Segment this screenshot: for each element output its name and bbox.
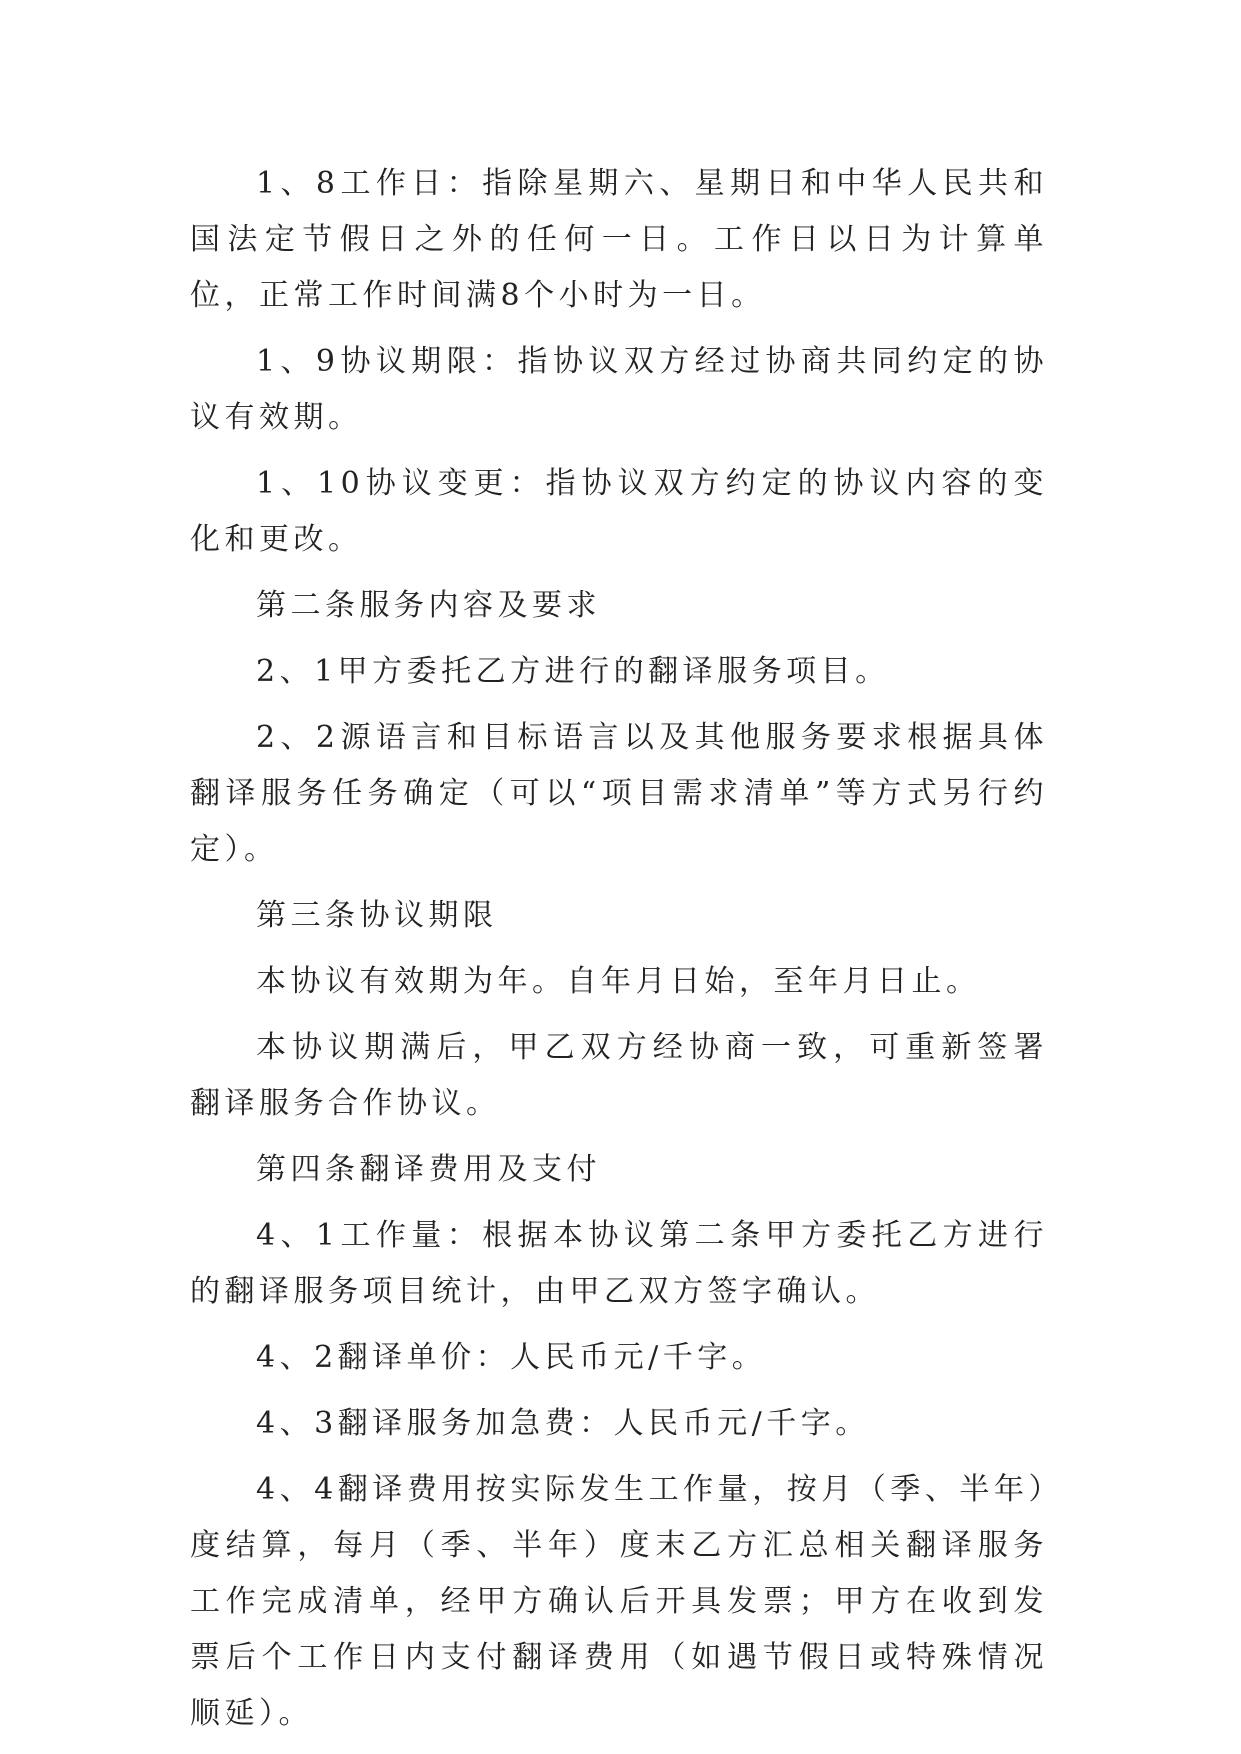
paragraph-4-1: 4、1工作量：根据本协议第二条甲方委托乙方进行的翻译服务项目统计，由甲乙双方签字确认。 (190, 1218, 1048, 1309)
paragraph-4-2: 4、2翻译单价：人民币元/千字。 (256, 1340, 767, 1375)
section-heading-3: 第三条协议期限 (256, 898, 498, 933)
paragraph-1-8-workday: 1、8工作日：指除星期六、星期日和中华人民共和国法定节假日之外的任何一日。工作日以日为计算单位，正常工作时间满8个小时为一日。 (190, 166, 1048, 313)
paragraph-2-2: 2、2源语言和目标语言以及其他服务要求根据具体翻译服务任务确定（可以“项目需求清单”等方式另行约定）。 (190, 720, 1048, 867)
paragraph-3-renewal: 本协议期满后，甲乙双方经协商一致，可重新签署翻译服务合作协议。 (190, 1030, 1048, 1121)
paragraph-4-3: 4、3翻译服务加急费：人民币元/千字。 (256, 1406, 870, 1441)
section-heading-4: 第四条翻译费用及支付 (256, 1152, 601, 1187)
paragraph-4-4: 4、4翻译费用按实际发生工作量，按月（季、半年）度结算，每月（季、半年）度末乙方汇总相关翻译服务工作完成清单，经甲方确认后开具发票；甲方在收到发票后个工作日内支付翻译费用（如遇节假日或特殊情况顺延）。 (190, 1472, 1048, 1731)
document-body (190, 156, 1048, 1752)
paragraph-1-9-term: 1、9协议期限：指协议双方经过协商共同约定的协议有效期。 (190, 344, 1048, 435)
section-heading-2: 第二条服务内容及要求 (256, 588, 601, 623)
paragraph-1-10-change: 1、10协议变更：指协议双方约定的协议内容的变化和更改。 (190, 466, 1048, 557)
paragraph-3-validity: 本协议有效期为年。自年月日始，至年月日止。 (256, 964, 981, 999)
paragraph-2-1: 2、1甲方委托乙方进行的翻译服务项目。 (256, 654, 890, 689)
